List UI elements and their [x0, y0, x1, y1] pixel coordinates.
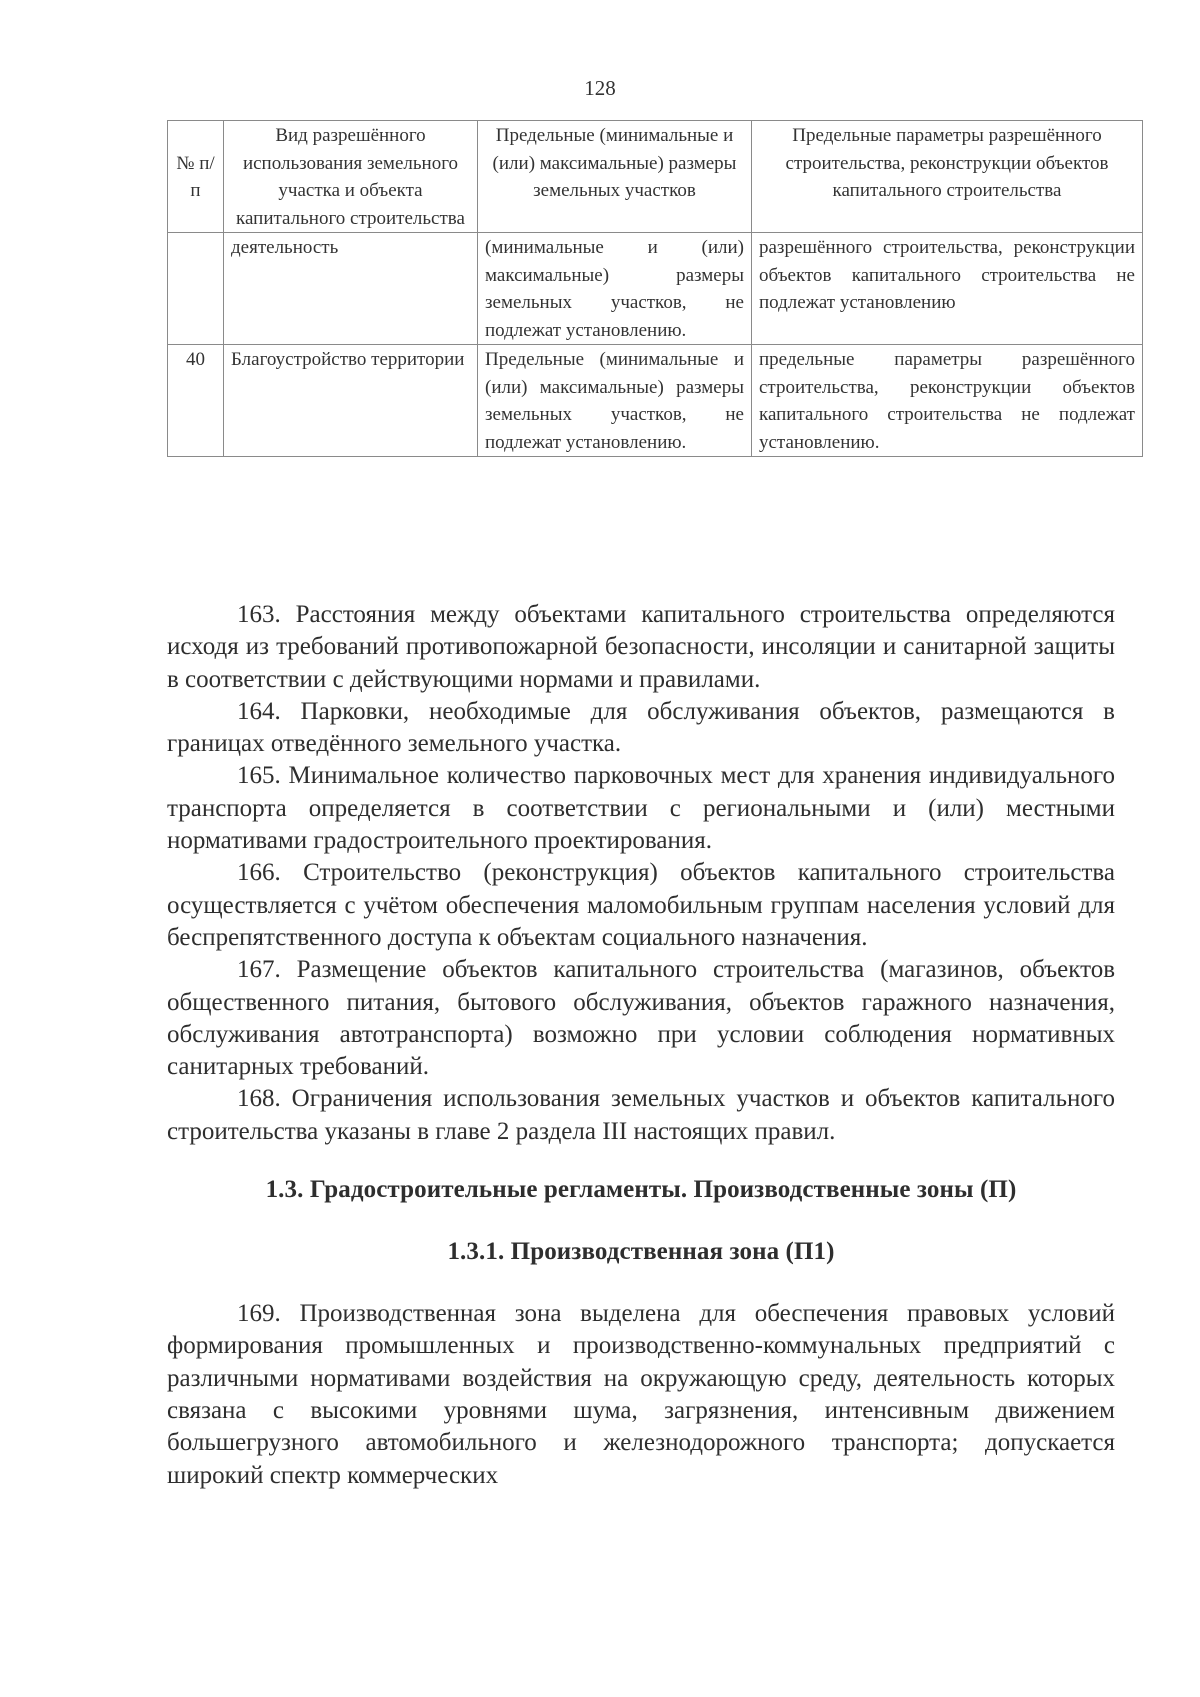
- paragraph-166: 166. Строительство (реконструкция) объектов капитального строительства осуществляется с учётом обеспечения маломобильным группам населения условий для беспрепятственного доступа к объектам социального назначения.: [167, 859, 1115, 951]
- paragraph-168: 168. Ограничения использования земельных участков и объектов капитального строительства указаны в главе 2 раздела III настоящих правил.: [167, 1085, 1115, 1145]
- header-use-type: Вид разрешённого использования земельного участка и объекта капитального строительства: [224, 121, 478, 233]
- paragraph-165: 165. Минимальное количество парковочных мест для хранения индивидуального транспорта определяется в соответствии с региональными и (или) местными нормативами градостроительного проектирования.: [167, 762, 1115, 855]
- header-plot-size: Предельные (минимальные и (или) максимальные) размеры земельных участков: [478, 121, 752, 233]
- row-number: 40: [168, 345, 224, 457]
- subsection-heading: 1.3.1. Производственная зона (П1): [447, 1238, 835, 1266]
- paragraph-167: 167. Размещение объектов капитального строительства (магазинов, объектов общественного питания, бытового обслуживания, объектов гаражного назначения, обслуживания автотранспорта) возможно при условии соблюдения нормативных санитарных требований.: [167, 956, 1115, 1081]
- row-plot-size: Предельные (минимальные и (или) максимальные) размеры земельных участков, не подлежат установлению.: [478, 345, 752, 457]
- table-header-row: [168, 121, 1143, 233]
- row-use-type: Благоустройство территории: [224, 345, 478, 457]
- row-construction-params: разрешённого строительства, реконструкции объектов капитального строительства не подлежат установлению: [752, 233, 1143, 345]
- table-row: [168, 345, 1143, 457]
- header-construction-params: Предельные параметры разрешённого строительства, реконструкции объектов капитального строительства: [752, 121, 1143, 233]
- row-number: [168, 233, 224, 345]
- row-plot-size: (минимальные и (или) максимальные) размеры земельных участков, не подлежат установлению.: [478, 233, 752, 345]
- parameters-table: [167, 120, 1143, 457]
- header-number: № п/п: [168, 121, 224, 233]
- row-use-type: деятельность: [224, 233, 478, 345]
- paragraph-169: 169. Производственная зона выделена для обеспечения правовых условий формирования промышленных и производственно-коммунальных предприятий с различными нормативами воздействия на окружающую среду, деятельность которых связана с высокими уровнями шума, загрязнения, интенсивным движением большегрузного автомобильного и железнодорожного транспорта; допускается широкий спектр коммерческих: [167, 1300, 1115, 1489]
- page-number: 128: [584, 76, 616, 100]
- table-row: [168, 233, 1143, 345]
- document-body: [167, 599, 1115, 1492]
- paragraph-163: 163. Расстояния между объектами капитального строительства определяются исходя из требований противопожарной безопасности, инсоляции и санитарной защиты в соответствии с действующими нормами и правилами.: [167, 601, 1115, 693]
- paragraph-164: 164. Парковки, необходимые для обслуживания объектов, размещаются в границах отведённого земельного участка.: [167, 697, 1115, 758]
- section-heading: 1.3. Градостроительные регламенты. Производственные зоны (П): [265, 1176, 1017, 1204]
- row-construction-params: предельные параметры разрешённого строительства, реконструкции объектов капитального строительства не подлежат установлению.: [752, 345, 1143, 457]
